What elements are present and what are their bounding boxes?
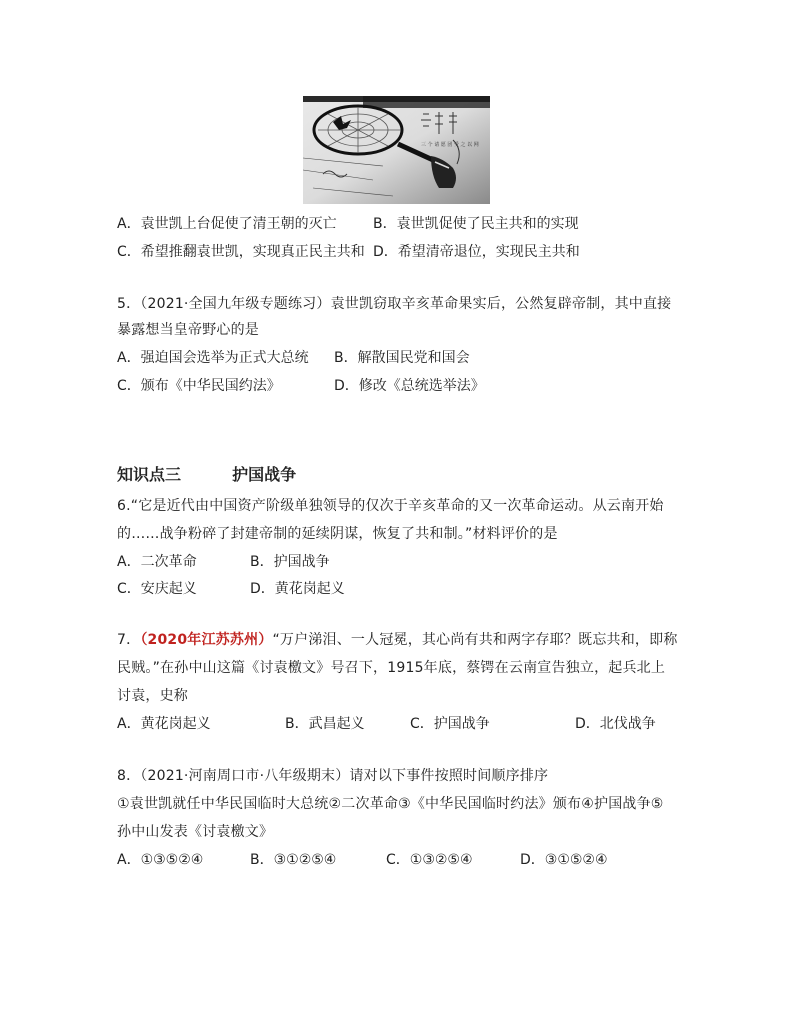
q7-option-c[interactable]: C．护国战争 <box>410 716 490 732</box>
section-label: 知识点三 <box>117 465 182 484</box>
q6-option-a[interactable]: A．二次革命 <box>117 554 197 570</box>
q5-option-c[interactable]: C．颁布《中华民国约法》 <box>117 378 281 394</box>
q6-option-b[interactable]: B．护国战争 <box>250 554 330 570</box>
cartoon-image <box>303 96 490 204</box>
cartoon-caption: 三 个 请 愿 团 受 之 以 网 <box>421 142 479 148</box>
q4-option-c[interactable]: C．希望推翻袁世凯，实现真正民主共和 <box>117 244 365 260</box>
q5-option-d[interactable]: D．修改《总统选举法》 <box>334 378 485 394</box>
q7-stem-line1 <box>117 630 678 650</box>
q8-stem-line1: 8．（2021·河南周口市·八年级期末）请对以下事件按照时间顺序排序 <box>117 768 549 784</box>
q8-stem-line2: ①袁世凯就任中华民国临时大总统②二次革命③《中华民国临时约法》颁布④护国战争⑤ <box>117 796 664 812</box>
q6-option-d[interactable]: D．黄花岗起义 <box>250 581 345 597</box>
q8-option-a[interactable]: A．①③⑤②④ <box>117 852 204 868</box>
q8-option-b[interactable]: B．③①②⑤④ <box>250 852 337 868</box>
cartoon-illustration <box>303 96 490 204</box>
section-title: 护国战争 <box>232 465 297 484</box>
q5-option-b[interactable]: B．解散国民党和国会 <box>334 350 470 366</box>
q5-stem-line2: 暴露想当皇帝野心的是 <box>117 322 259 338</box>
q8-stem-line3: 孙中山发表《讨袁檄文》 <box>117 824 274 840</box>
q8-option-c[interactable]: C．①③②⑤④ <box>386 852 473 868</box>
q7-option-b[interactable]: B．武昌起义 <box>285 716 365 732</box>
q7-stem-line2: 民贼。”在孙中山这篇《讨袁檄文》号召下，1915年底，蔡锷在云南宣告独立，起兵北上 <box>117 660 666 676</box>
q6-option-c[interactable]: C．安庆起义 <box>117 581 197 597</box>
q5-option-a[interactable]: A．强迫国会选举为正式大总统 <box>117 350 309 366</box>
q7-number: 7． <box>117 632 141 648</box>
q7-option-d[interactable]: D．北伐战争 <box>575 716 656 732</box>
q4-option-d[interactable]: D．希望清帝退位，实现民主共和 <box>373 244 580 260</box>
q6-stem-line2: 的……战争粉碎了封建帝制的延续阴谋，恢复了共和制。”材料评价的是 <box>117 526 558 542</box>
q7-source: （2020年江苏苏州） <box>140 632 273 648</box>
q4-option-b[interactable]: B．袁世凯促使了民主共和的实现 <box>373 216 579 232</box>
q7-option-a[interactable]: A．黄花岗起义 <box>117 716 211 732</box>
q8-option-d[interactable]: D．③①⑤②④ <box>520 852 608 868</box>
q6-stem-line1: 6.“它是近代由中国资产阶级单独领导的仅次于辛亥革命的又一次革命运动。从云南开始 <box>117 498 664 514</box>
q4-option-a[interactable]: A．袁世凯上台促使了清王朝的灭亡 <box>117 216 337 232</box>
section-heading <box>117 462 296 485</box>
q7-stem-line3: 讨袁，史称 <box>117 688 188 704</box>
q7-stem-line1-rest: “万户涕泪、一人冠冕，其心尚有共和两字存耶？既忘共和，即称 <box>272 632 678 648</box>
q5-stem-line1: 5．（2021·全国九年级专题练习）袁世凯窃取辛亥革命果实后，公然复辟帝制，其中直接 <box>117 296 672 312</box>
